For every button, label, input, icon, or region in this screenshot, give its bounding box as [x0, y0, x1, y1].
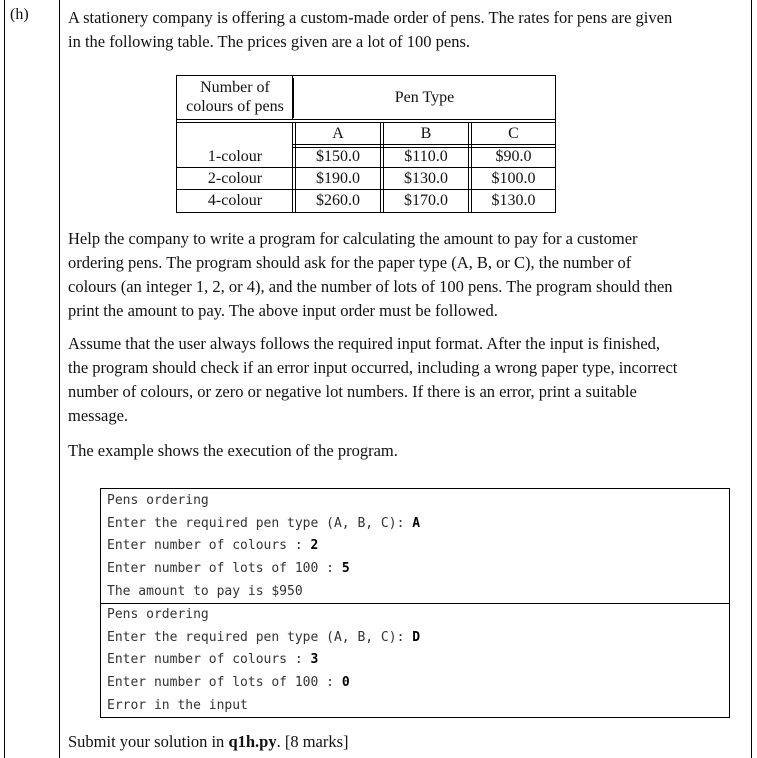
console-run-divider [101, 603, 729, 604]
price-cell: $110.0 [404, 148, 448, 165]
price-cell: $170.0 [404, 192, 448, 209]
console-line: Enter number of lots of 100 : 5 [107, 561, 350, 576]
column-header-c: C [508, 125, 519, 142]
header-colours-line-2: colours of pens [186, 98, 284, 115]
row-label-4-colour: 4-colour [207, 192, 263, 209]
paragraph-line: Help the company to write a program for calculating the amount to pay for a customer [68, 229, 638, 248]
price-cell: $190.0 [316, 170, 360, 187]
question-label: (h) [10, 6, 29, 23]
row-label-2-colour: 2-colour [207, 170, 263, 187]
header-number-of-colours [179, 78, 291, 118]
intro-line-2: in the following table. The prices given are a lot of 100 pens. [68, 32, 471, 51]
paragraph-example-intro: The example shows the execution of the program. [68, 441, 398, 460]
frame-label-divider [59, 0, 60, 758]
price-cell: $130.0 [491, 192, 536, 209]
price-cell: $90.0 [495, 148, 532, 165]
frame-left-border [4, 0, 5, 758]
console-line: Pens ordering [107, 493, 209, 508]
console-line: Enter the required pen type (A, B, C): D [107, 630, 421, 645]
paragraph-line: message. [68, 406, 129, 425]
rates-table [176, 75, 556, 213]
price-cell: $130.0 [404, 170, 448, 187]
frame-right-border [751, 0, 752, 758]
console-line: Enter the required pen type (A, B, C): A [107, 516, 421, 531]
console-line: Enter number of lots of 100 : 0 [107, 675, 350, 690]
column-header-a: A [332, 125, 344, 142]
intro-line-1: A stationery company is offering a custom-made order of pens. The rates for pens are given [68, 8, 673, 27]
paragraph-line: number of colours, or zero or negative lot numbers. If there is an error, print a suitable [68, 382, 637, 401]
column-header-b: B [420, 125, 432, 142]
paragraph-line: Assume that the user always follows the required input format. After the input is finished, [68, 334, 661, 353]
paragraph-line: colours (an integer 1, 2, or 4), and the number of lots of 100 pens. The program should then [68, 277, 673, 296]
table-rule [292, 76, 293, 120]
submit-instruction: Submit your solution in q1h.py. [8 marks] [68, 732, 349, 751]
console-line: The amount to pay is $950 [107, 584, 303, 599]
paragraph-line: the program should check if an error input occurred, including a wrong paper type, incorrect [68, 358, 678, 377]
submit-filename: q1h.py [228, 732, 277, 751]
header-pen-type: Pen Type [293, 78, 555, 118]
paragraph-line: ordering pens. The program should ask for the paper type (A, B, or C), the number of [68, 253, 632, 272]
console-line: Enter number of colours : 3 [107, 652, 319, 667]
paragraph-line: print the amount to pay. The above input order must be followed. [68, 301, 498, 320]
console-line: Enter number of colours : 2 [107, 538, 319, 553]
question-intro [68, 6, 740, 54]
console-line: Pens ordering [107, 607, 209, 622]
example-console [100, 488, 730, 718]
paragraph-task [68, 227, 736, 323]
table-rule [177, 119, 555, 120]
price-cell: $150.0 [316, 148, 360, 165]
price-cell: $100.0 [491, 170, 536, 187]
console-line: Error in the input [107, 698, 248, 713]
row-label-1-colour: 1-colour [207, 148, 263, 165]
price-cell: $260.0 [316, 192, 360, 209]
paragraph-assumptions [68, 332, 736, 428]
header-colours-line-1: Number of [200, 79, 270, 96]
